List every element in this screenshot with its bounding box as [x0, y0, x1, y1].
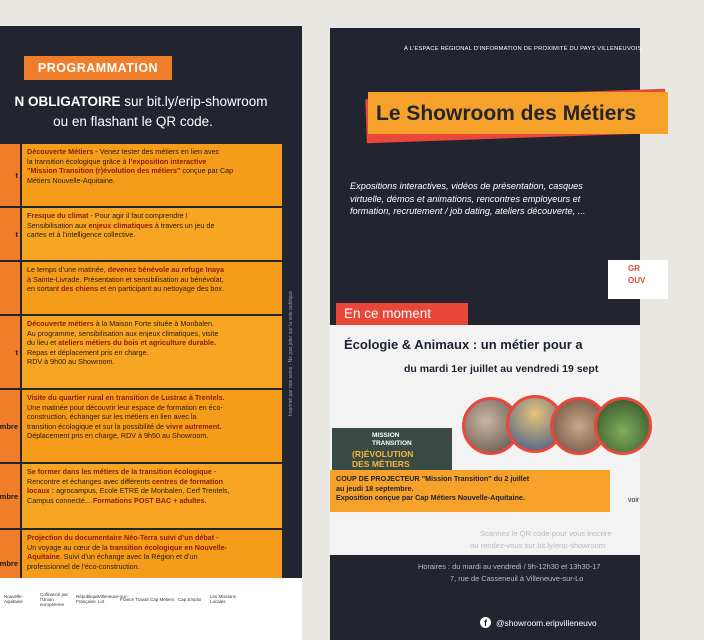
current-event-panel [330, 325, 640, 555]
schedule-description: Visite du quartier rural en transition de Lustrac à Trentels. Une matinée pour découvrir leur espace de formation en éco- construction, échanger sur les métiers en lien avec la transition écologique et sur la possibilité de vivre autrement. Déplacement pris en charge, RDV à 9h50 au Showroom. [20, 390, 282, 462]
schedule-description: Le temps d’une matinée, devenez bénévole au refuge Inaya à Sainte-Livrade. Présentation et sensibilisation au bénévolat, en sortant des chiens et en participant au nettoyage des box. [20, 262, 282, 314]
flyer-title: Le Showroom des Métiers [376, 102, 637, 125]
evolution-label: (R)ÉVOLUTION DES MÉTIERS [352, 449, 414, 469]
schedule-row [0, 262, 282, 316]
coup-de-projecteur: COUP DE PROJECTEUR "Mission Transition" du 2 juillet au jeudi 18 septembre. Exposition conçue par Cap Métiers Nouvelle-Aquitaine. [330, 470, 610, 512]
print-note: Imprimé par nos soins - Ne pas jeter sur la voie publique [288, 290, 294, 416]
intro-text: Expositions interactives, vidéos de présentation, casques virtuelle, démos et animations, rencontres employeurs et formation, recrutement / job dating, ateliers découverte, ... [350, 181, 586, 216]
registration-line-2: ou en flashant le QR code. [53, 114, 213, 129]
schedule-row [0, 316, 282, 390]
programmation-badge: PROGRAMMATION [24, 56, 172, 80]
partner-logos [0, 578, 302, 640]
partner-logo: France Travail [120, 596, 149, 602]
schedule-description: Fresque du climat - Pour agir il faut comprendre ! Sensibilisation aux enjeux climatiques à travers un jeu de cartes et à l’intelligence collective. [20, 208, 282, 260]
en-ce-moment-badge: En ce moment [336, 303, 468, 325]
schedule-description: Se former dans les métiers de la transition écologique - Rencontre et échanges avec différents centres de formation locaux : agrocampus, Ecole ETRE de Monbalen, Cerf Trentels, Campus connecté... Formations POST BAC + adultes. [20, 464, 282, 528]
schedule-row [0, 144, 282, 208]
facebook-handle[interactable]: f @showroom.eripvilleneuvo [480, 617, 597, 628]
event-dates: du mardi 1er juillet au vendredi 19 sept [404, 363, 599, 375]
schedule-date: mbre [0, 390, 20, 462]
scan-instructions: Scannez le QR code pour vous inscrire ou rendez-vous sur bit.ly/erip-showroom [470, 529, 612, 550]
schedule-description: Projection du documentaire Néo-Terra suivi d’un débat - Un voyage au cœur de la transition écologique en Nouvelle- Aquitaine. Suivi d’un échange avec la Région et d’un professionnel de l’éco-construction. [20, 530, 282, 596]
schedule-row [0, 390, 282, 464]
gratuit-badge: GR OUV [608, 260, 668, 299]
schedule-date: t [0, 144, 20, 206]
registration-line: N OBLIGATOIRE sur bit.ly/erip-showroom [14, 94, 268, 109]
schedule-date: t [0, 316, 20, 388]
event-title: Écologie & Animaux : un métier pour a [344, 337, 583, 352]
partner-logo: Les Missions Locales [210, 594, 237, 604]
schedule-date: t [0, 208, 20, 260]
schedule-date: mbre [0, 464, 20, 528]
voir-text: voir [628, 497, 640, 504]
mission-label: MISSION TRANSITION [372, 432, 412, 447]
partner-logo: Villeneuve-sur-Lot [98, 594, 128, 604]
opening-hours: Horaires : du mardi au vendredi / 9h-12h30 et 13h30-17 7, rue de Casseneuil à Villeneuve-sur-Lo [418, 562, 601, 583]
schedule-description: Découverte Métiers - Venez tester des métiers en lien avec la transition écologique grâce à l’exposition interactive "Mission Transition (r)évolution des métiers" conçue par Cap Métiers Nouvelle-Aquitaine. [20, 144, 282, 206]
schedule-table [0, 144, 282, 598]
photo-circle [594, 397, 652, 455]
partner-logo: Cap Métiers [150, 596, 175, 602]
schedule-date [0, 262, 20, 314]
flyer-header: À L’ESPACE RÉGIONAL D’INFORMATION DE PROXIMITÉ DU PAYS VILLENEUVOIS [404, 46, 642, 52]
partner-logo: Cap Emploi [178, 596, 202, 602]
partner-logo: République Française [76, 594, 99, 604]
showroom-flyer [330, 28, 646, 640]
programmation-flyer [0, 26, 302, 640]
photo-circles [462, 397, 652, 457]
partner-logo: Cofinancé par l’Union européenne [40, 591, 69, 607]
schedule-description: Découverte métiers à la Maison Forte située à Monbalen. Au programme, sensibilisation aux enjeux climatiques, visite du lieu et ateliers métiers du bois et agriculture durable. Repas et déplacement pris en charge. RDV à 9h00 au Showroom. [20, 316, 282, 388]
schedule-date: mbre [0, 530, 20, 596]
facebook-icon: f [480, 617, 491, 628]
schedule-row [0, 464, 282, 530]
schedule-row [0, 208, 282, 262]
mission-transition-visual [332, 428, 452, 476]
partner-logo: Nouvelle-Aquitaine [4, 594, 24, 604]
